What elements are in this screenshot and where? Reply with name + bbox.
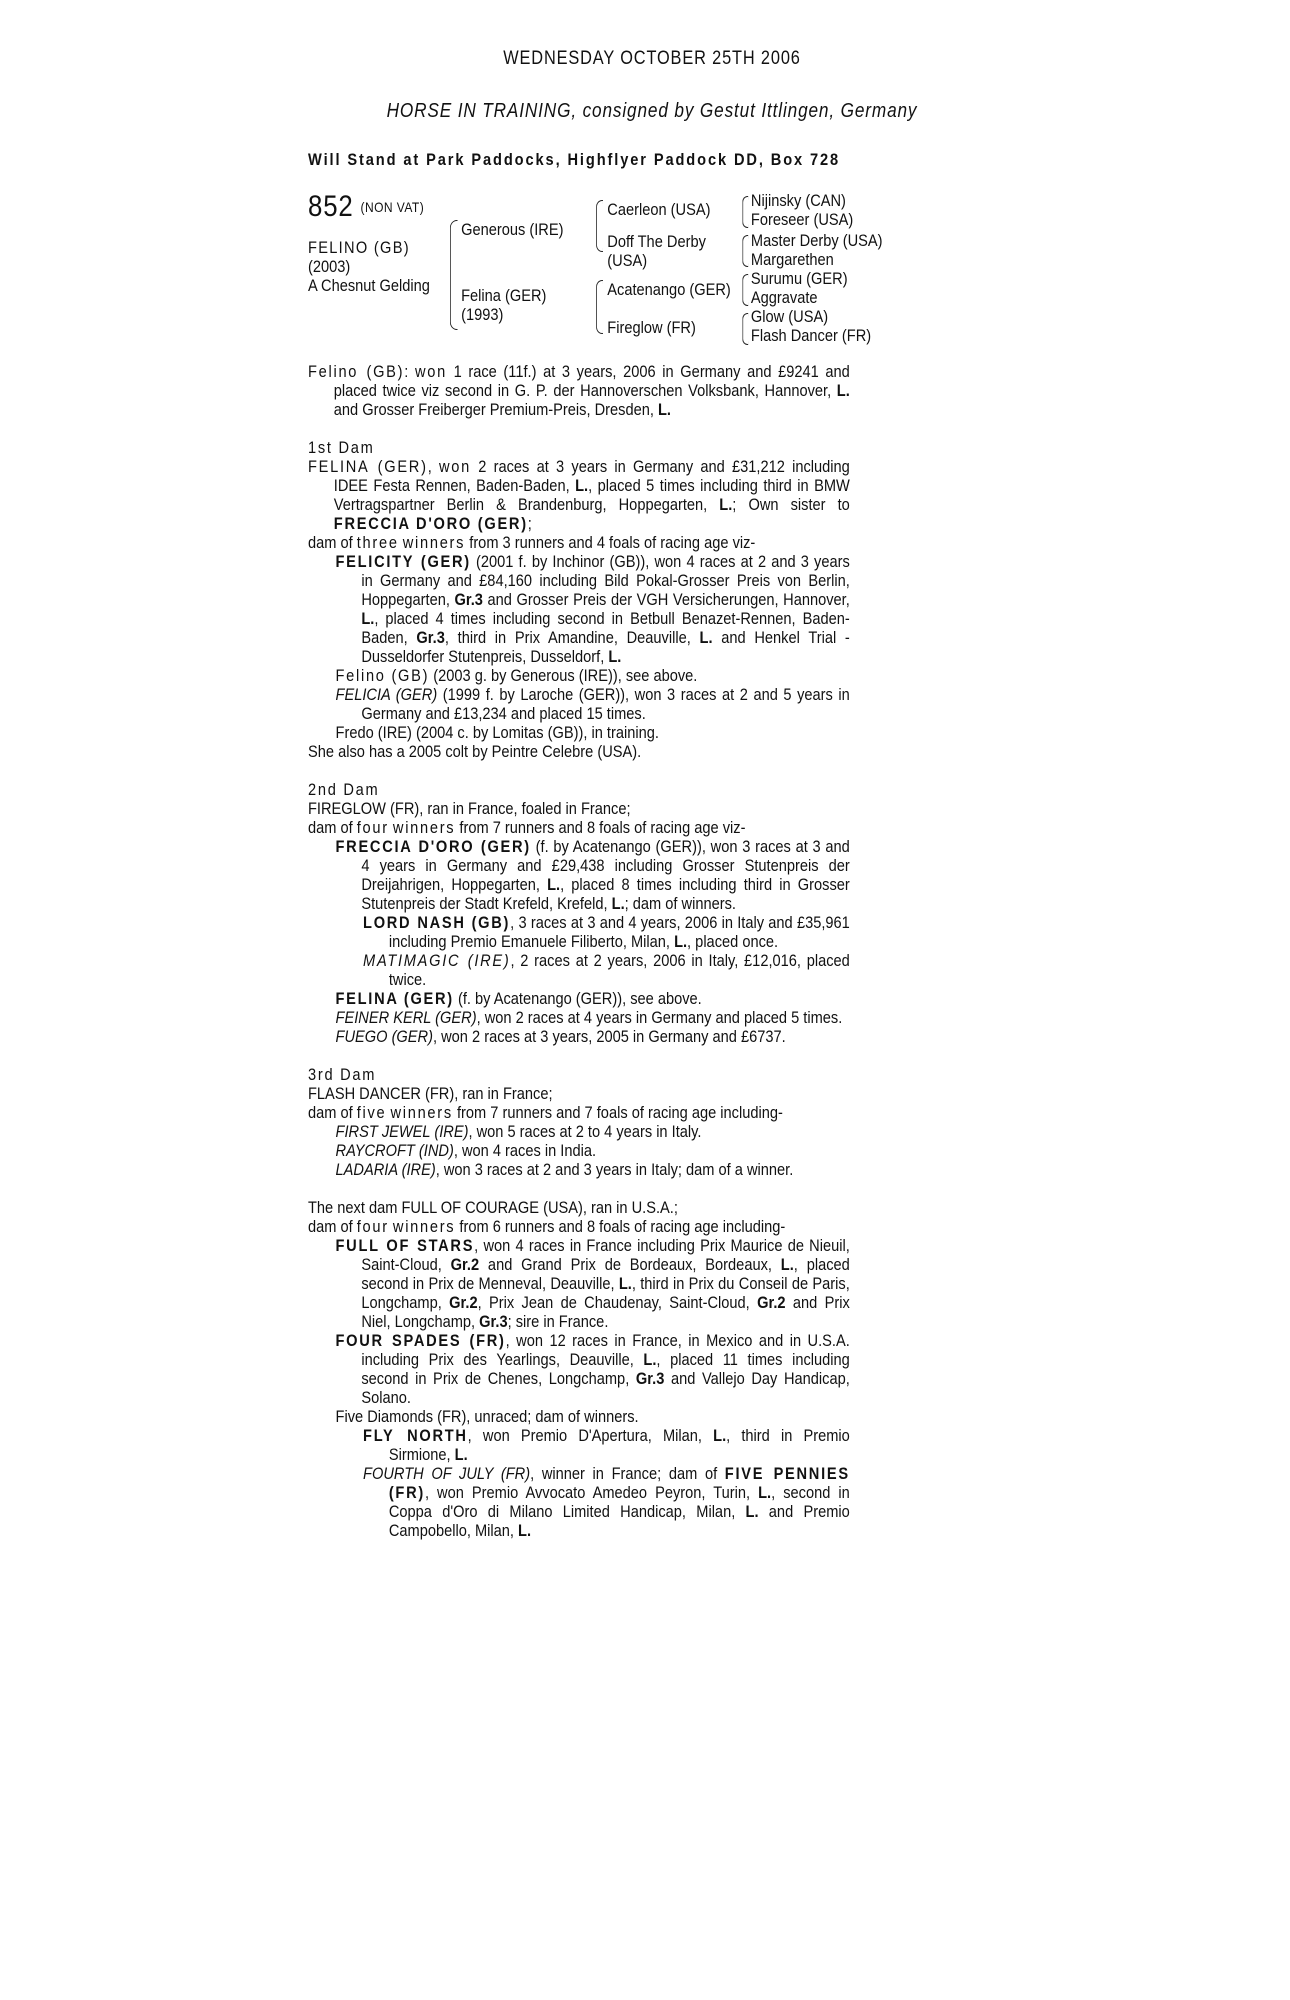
brace-3b xyxy=(742,235,748,267)
fredo-line: Fredo (IRE) (2004 c. by Lomitas (GB)), in training. xyxy=(335,723,659,742)
stand-location: Will Stand at Park Paddocks, Highflyer Paddock DD, Box 728 xyxy=(308,150,841,169)
felino-line: Felino (GB) (2003 g. by Generous (IRE)), see above. xyxy=(335,666,698,685)
felina-line: FELINA (GER) (f. by Acatenango (GER)), see above. xyxy=(335,989,702,1008)
ped-g3: Master Derby (USA) xyxy=(750,231,883,250)
ped-dam-year: (1993) xyxy=(461,305,504,324)
ped-sire-dam-1: Doff The Derby xyxy=(607,232,706,251)
horse-description: A Chesnut Gelding xyxy=(308,276,430,295)
lord-nash-paragraph: LORD NASH (GB), 3 races at 3 and 4 years, 2006 in Italy and £35,961 including Premio Emanuele Filiberto, Milan, L., placed once. xyxy=(363,913,850,951)
second-dam-heading: 2nd Dam xyxy=(308,780,380,799)
second-dam-produce-line: dam of four winners from 7 runners and 8 foals of racing age viz- xyxy=(308,818,746,837)
ped-g1: Nijinsky (CAN) xyxy=(750,191,846,210)
horse-identity xyxy=(308,238,430,295)
next-dam-line: The next dam FULL OF COURAGE (USA), ran in U.S.A.; xyxy=(308,1198,678,1217)
horse-name: FELINO (GB) xyxy=(308,238,410,257)
ped-g8: Flash Dancer (FR) xyxy=(750,326,872,345)
ladaria-line: LADARIA (IRE), won 3 races at 2 and 3 years in Italy; dam of a winner. xyxy=(335,1160,794,1179)
brace-3d xyxy=(742,313,748,345)
fireglow-line: FIREGLOW (FR), ran in France, foaled in France; xyxy=(308,799,631,818)
felina-paragraph: FELINA (GER), won 2 races at 3 years in Germany and £31,212 including IDEE Festa Rennen, Baden-Baden, L., placed 5 times including third in BMW Vertragspartner Berlin & Brandenburg, Hoppegarten, L.; Own sister to FRECCIA D'ORO (GER); xyxy=(308,457,850,533)
felicia-paragraph: FELICIA (GER) (1999 f. by Laroche (GER)), won 3 races at 2 and 5 years in Germany and £13,234 and placed 15 times. xyxy=(335,685,850,723)
raycroft-line: RAYCROFT (IND), won 4 races in India. xyxy=(335,1141,597,1160)
third-dam-produce-line: dam of five winners from 7 runners and 7 foals of racing age including- xyxy=(308,1103,783,1122)
first-dam-produce-line: dam of three winners from 3 runners and 4 foals of racing age viz- xyxy=(308,533,756,552)
freccia-paragraph: FRECCIA D'ORO (GER) (f. by Acatenango (GER)), won 3 races at 3 and 4 years in Germany and £29,438 including Grosser Stutenpreis der Dreijahrigen, Hoppegarten, L., placed 8 times including third in Grosser Stutenpreis der Stadt Krefeld, Krefeld, L.; dam of winners. xyxy=(335,837,850,913)
ped-sire: Generous (IRE) xyxy=(461,220,564,239)
five-diamonds-line: Five Diamonds (FR), unraced; dam of winners. xyxy=(335,1407,639,1426)
summary-horse-name: Felino (GB) xyxy=(308,362,405,381)
ped-g6: Aggravate xyxy=(750,288,818,307)
summary-paragraph: Felino (GB): won 1 race (11f.) at 3 years, 2006 in Germany and £9241 and placed twice viz second in G. P. der Hannoverschen Volksbank, Hannover, L. and Grosser Freiberger Premium-Preis, Dresden, L. xyxy=(308,362,850,419)
fourth-dam-produce-line: dam of four winners from 6 runners and 8 foals of racing age including- xyxy=(308,1217,786,1236)
ped-dam-sire: Acatenango (GER) xyxy=(607,280,731,299)
ped-dam: Felina (GER) xyxy=(461,286,547,305)
third-dam-heading: 3rd Dam xyxy=(308,1065,377,1084)
full-of-stars-paragraph: FULL OF STARS, won 4 races in France including Prix Maurice de Nieuil, Saint-Cloud, Gr.2 and Grand Prix de Bordeaux, Bordeaux, L., placed second in Prix de Menneval, Deauville, L., third in Prix du Conseil de Paris, Longchamp, Gr.2, Prix Jean de Chaudenay, Saint-Cloud, Gr.2 and Prix Niel, Longchamp, Gr.3; sire in France. xyxy=(335,1236,850,1331)
consignment-line: HORSE IN TRAINING, consigned by Gestut Ittlingen, Germany xyxy=(386,100,918,122)
brace-2b xyxy=(596,280,603,334)
ped-sire-dam-2: (USA) xyxy=(607,251,648,270)
felicity-paragraph: FELICITY (GER) (2001 f. by Inchinor (GB)), won 4 races at 2 and 3 years in Germany and £84,160 including Bild Pokal-Grosser Preis von Berlin, Hoppegarten, Gr.3 and Grosser Preis der VGH Versicherungen, Hannover, L., placed 4 times including second in Betbull Benazet-Rennen, Baden-Baden, Gr.3, third in Prix Amandine, Deauville, L. and Henkel Trial - Dusseldorfer Stutenpreis, Dusseldorf, L. xyxy=(335,552,850,666)
vat-status: (NON VAT) xyxy=(360,199,425,215)
catalogue-body xyxy=(308,362,850,1540)
sale-date: WEDNESDAY OCTOBER 25TH 2006 xyxy=(503,48,801,69)
ped-g7: Glow (USA) xyxy=(750,307,829,326)
flash-dancer-line: FLASH DANCER (FR), ran in France; xyxy=(308,1084,553,1103)
ped-g4: Margarethen xyxy=(750,250,834,269)
fuego-line: FUEGO (GER), won 2 races at 3 years, 2005 in Germany and £6737. xyxy=(335,1027,786,1046)
brace-2a xyxy=(596,200,603,252)
ped-g2: Foreseer (USA) xyxy=(750,210,854,229)
brace-3c xyxy=(742,274,748,306)
fly-north-line: FLY NORTH, won Premio D'Apertura, Milan, L., third in Premio Sirmione, L. xyxy=(363,1426,850,1464)
four-spades-paragraph: FOUR SPADES (FR), won 12 races in France, in Mexico and in U.S.A. including Prix des Yearlings, Deauville, L., placed 11 times including second in Prix de Chenes, Longchamp, Gr.3 and Vallejo Day Handicap, Solano. xyxy=(335,1331,850,1407)
first-jewel-line: FIRST JEWEL (IRE), won 5 races at 2 to 4 years in Italy. xyxy=(335,1122,702,1141)
lot-number: 852 xyxy=(308,190,354,223)
brace-3a xyxy=(742,196,748,228)
ped-sire-sire: Caerleon (USA) xyxy=(607,200,711,219)
colt-line: She also has a 2005 colt by Peintre Celebre (USA). xyxy=(308,742,642,761)
matimagic-line: MATIMAGIC (IRE), 2 races at 2 years, 2006 in Italy, £12,016, placed twice. xyxy=(363,951,850,989)
fourth-of-july-paragraph: FOURTH OF JULY (FR), winner in France; dam of FIVE PENNIES (FR), won Premio Avvocato Amedeo Peyron, Turin, L., second in Coppa d'Oro di Milano Limited Handicap, Milan, L. and Premio Campobello, Milan, L. xyxy=(363,1464,850,1540)
lot-number-line xyxy=(308,190,424,224)
ped-g5: Surumu (GER) xyxy=(750,269,848,288)
first-dam-heading: 1st Dam xyxy=(308,438,375,457)
ped-dam-dam: Fireglow (FR) xyxy=(607,318,696,337)
feiner-kerl-line: FEINER KERL (GER), won 2 races at 4 years in Germany and placed 5 times. xyxy=(335,1008,843,1027)
brace-1 xyxy=(450,220,458,330)
horse-year: (2003) xyxy=(308,257,351,276)
